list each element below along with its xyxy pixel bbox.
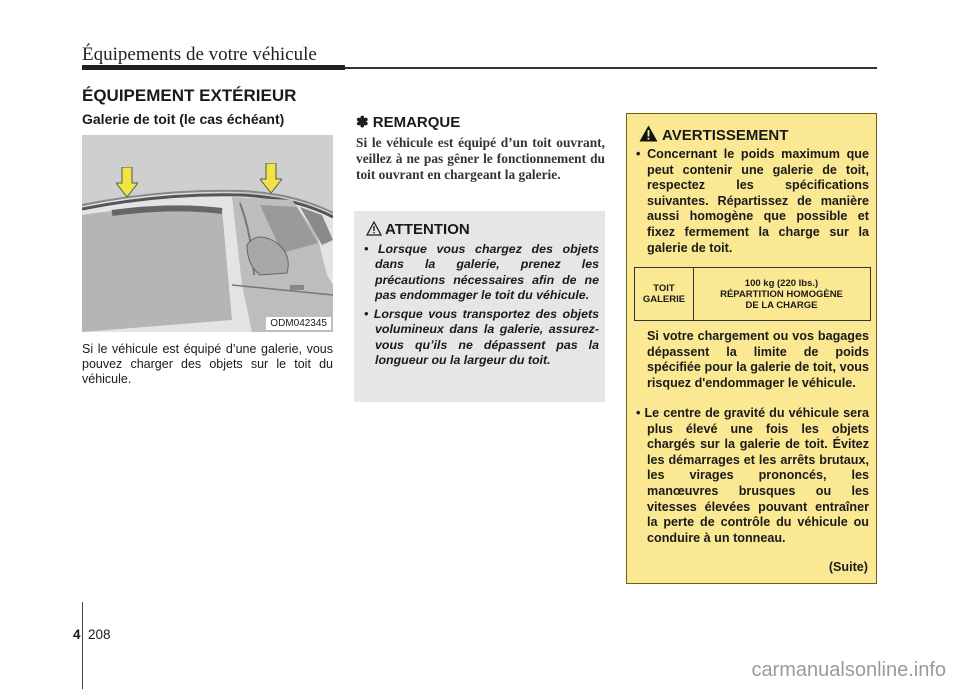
table-cell-value: [693, 268, 870, 320]
watermark: carmanualsonline.info: [751, 659, 946, 681]
roof-rack-description: Si le véhicule est équipé d’une galerie, vous pouvez charger des objets sur le toit du véhicule.: [82, 342, 333, 387]
continued-label: (Suite): [828, 560, 868, 574]
list-item: • Le centre de gravité du véhicule sera plus élevé une fois les objets chargés sur la galerie de toit. Évitez les démarrages et les arrêts brutaux, les virages prononcés, les manœuvres brusques ou les vitesses élevées pouvant entraîner la perte de contrôle du véhicule ou conduire à un tonneau.: [636, 406, 869, 545]
warning-list-bottom: [635, 406, 869, 546]
down-arrow-icon: [260, 163, 282, 193]
section-title: ÉQUIPEMENT EXTÉRIEUR: [82, 86, 297, 105]
warning-box: [626, 113, 877, 584]
attention-item-text: Lorsque vous chargez des objets dans la galerie, prenez les précautions nécessaires afin de ne pas endommager le toit du véhicule.: [375, 242, 599, 302]
warning-continuation: Si votre chargement ou vos bagages dépassent la limite de poids spécifiée pour la galerie de toit, vous risquez d'endommager le véhicule.: [647, 329, 869, 390]
warning-list-top: [635, 147, 869, 256]
attention-box: [354, 211, 605, 402]
list-item: • Lorsque vous chargez des objets dans la galerie, prenez les précautions nécessaires afin de ne pas endommager le toit du véhicule.: [364, 242, 599, 302]
car-roof-illustration: [82, 135, 333, 332]
table-label-line: GALERIE: [642, 294, 686, 305]
footer-divider: [82, 602, 83, 689]
page-number: 208: [88, 627, 111, 642]
list-item: • Lorsque vous transportez des objets volumineux dans la galerie, assurez-vous qu’ils ne dépassent pas la longueur ou la largeur du toit.: [364, 307, 600, 368]
roof-rack-title: Galerie de toit (le cas échéant): [82, 111, 285, 127]
table-value-line: DE LA CHARGE: [745, 299, 818, 311]
load-limit-table: [634, 267, 871, 321]
list-item: • Concernant le poids maximum que peut contenir une galerie de toit, respectez les spécifications suivantes. Répartissez de manière aussi homogène que possible et fixez fermement la charge sur la galerie de toit.: [636, 147, 869, 255]
remark-text: Si le véhicule est équipé d’un toit ouvrant, veillez à ne pas gêner le fonctionnement du toit ouvrant en chargeant la galerie.: [356, 135, 605, 183]
table-cell-label: [635, 268, 694, 320]
table-value-line: RÉPARTITION HOMOGÈNE: [720, 288, 843, 300]
warning-item-text: Concernant le poids maximum que peut contenir une galerie de toit, respectez les spécifications suivantes. Répartissez de manière aussi homogène que possible et fixez fermement la charge sur la galerie de toit.: [647, 147, 869, 255]
roof-rack-photo: [82, 135, 333, 332]
table-value-line: 100 kg (220 lbs.): [744, 277, 819, 289]
attention-title: ATTENTION: [385, 221, 470, 238]
attention-item-text: Lorsque vous transportez des objets volumineux dans la galerie, assurez-vous qu’ils ne dépassent pas la longueur ou la largeur du toit.: [373, 307, 600, 368]
image-code: ODM042345: [266, 317, 331, 330]
remark-title: ✽ REMARQUE: [356, 114, 461, 131]
warning-triangle-filled-icon: [639, 125, 658, 142]
chapter-number: 4: [73, 627, 81, 642]
attention-list: [363, 242, 599, 372]
warning-title: AVERTISSEMENT: [662, 127, 789, 144]
page-header-title: Équipements de votre véhicule: [82, 44, 317, 65]
warning-triangle-outline-icon: [366, 221, 382, 236]
table-label-line: TOIT: [653, 283, 675, 294]
header-accent-bar: [82, 65, 345, 70]
down-arrow-icon: [116, 167, 138, 197]
warning-item-text: Le centre de gravité du véhicule sera plus élevé une fois les objets chargés sur la galerie de toit. Évitez les démarrages et les arrêts brutaux, les virages prononcés, les manœuvres brusques ou les vitesses élevées pouvant entraîner la perte de contrôle du véhicule ou conduire à un tonneau.: [644, 406, 869, 545]
